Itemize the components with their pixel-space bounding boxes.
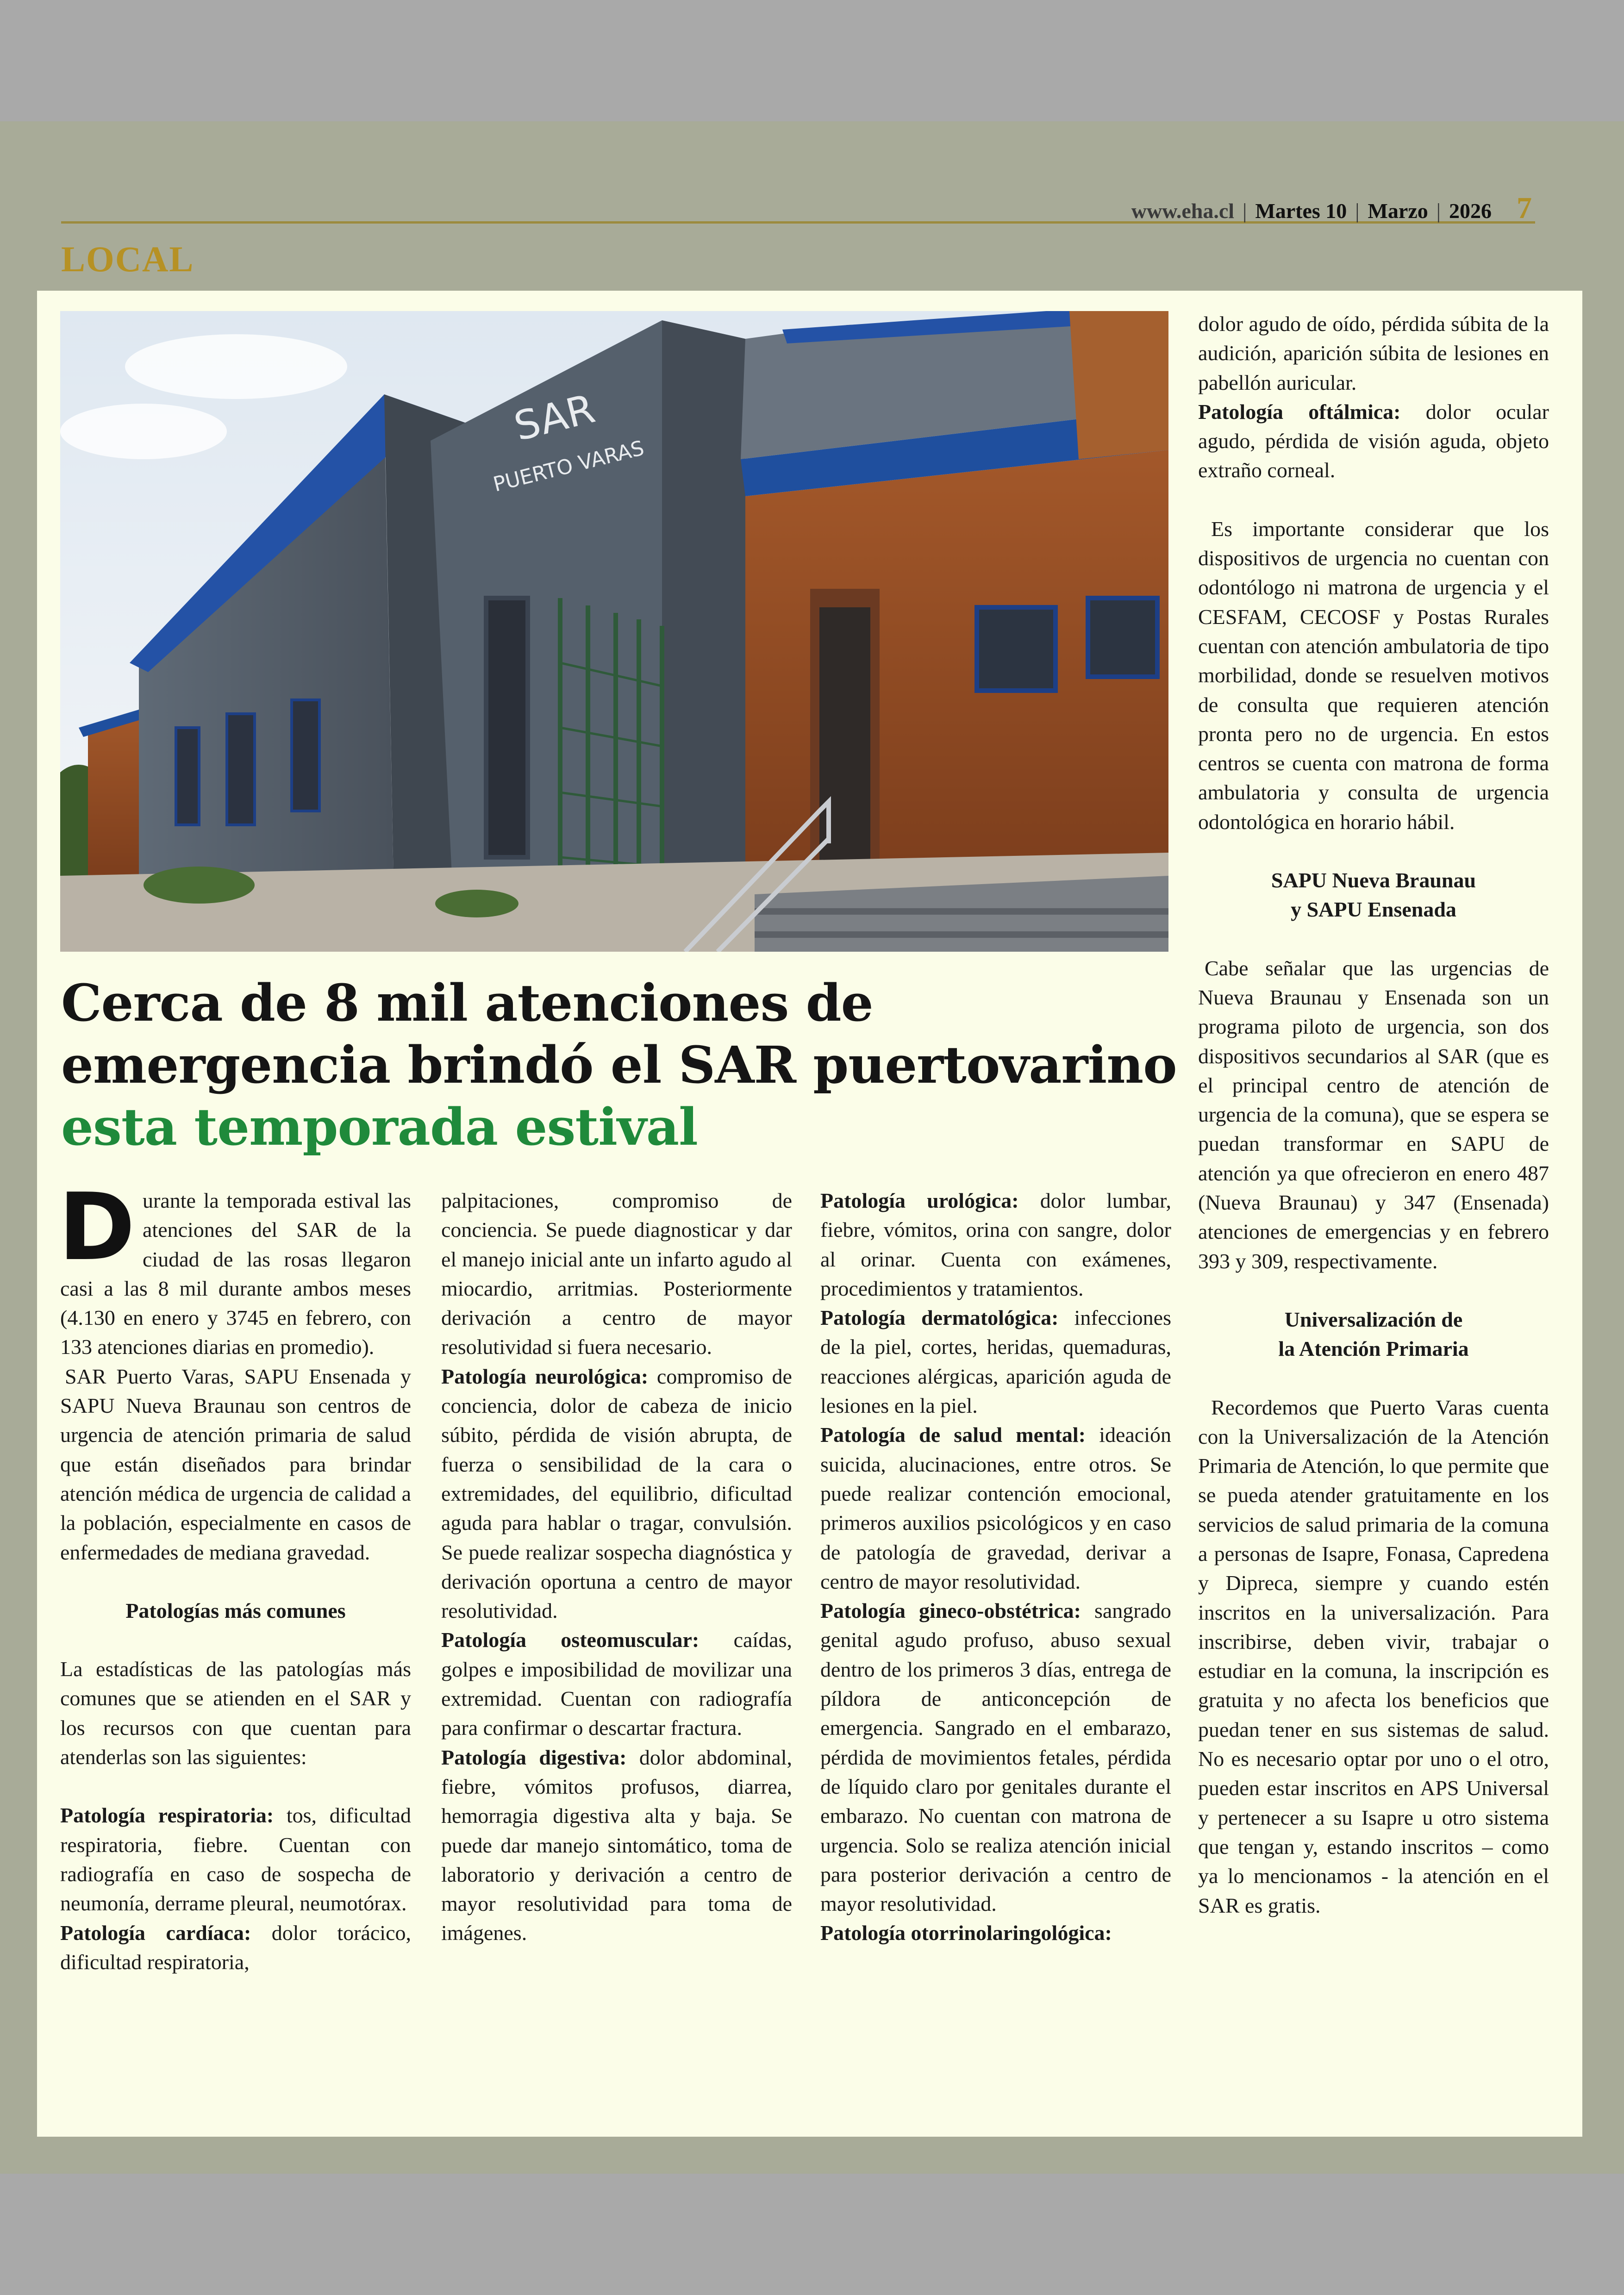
viewer-background-bottom — [0, 2174, 1624, 2295]
paragraph: Recordemos que Puerto Varas cuenta con la Universalización de la Atención Primaria de Atención, lo que permite que se pueda atender gratuitamente en los servicios de salud primaria de la comuna a personas de Isapre, Fonasa, Capredena y Dipreca, siempre y cuando estén inscritos en la universalización. Para inscribirse, deben vivir, trabajar o estudiar en la comuna, la inscripción es gratuita y no afecta los beneficios que puedan tener en sus sistemas de salud. No es necesario optar por uno o el otro, pueden estar inscritos en APS Universal y pertenecer a su Isapre u otro sistema que tengan y, estando inscritos – como ya lo mencionamos - la atención en el SAR es gratis. — [1198, 1395, 1549, 1917]
spacer — [1198, 924, 1549, 954]
pathology-cardiac — [60, 1918, 411, 1977]
pathology-osteomuscular — [441, 1625, 792, 1742]
spacer — [1198, 485, 1549, 514]
pathology-text: tos, dificultad respiratoria, fiebre. Cuentan con radiografía en caso de sospecha de neumonía, derrame pleural, neumotórax. — [60, 1803, 411, 1915]
pathology-text: sangrado genital agudo profuso, abuso sexual dentro de los primeros 3 días, entrega de píldora de anticoncepción de emergencia. Sangrado en el embarazo, pérdida de movimientos fetales, pérdida de líquido claro por genitales durante el embarazo. No cuentan con matrona de urgencia. Solo se realiza atención inicial para posterior derivación a centro de mayor resolutividad. — [820, 1599, 1171, 1916]
article-column-4 — [1198, 309, 1549, 1920]
page-number: 7 — [1517, 191, 1532, 225]
pathology-label: Patología urológica: — [820, 1189, 1019, 1212]
pathology-text: ideación suicida, alucinaciones, entre otros. Se puede realizar contención emocional, primeros auxilios psicológicos y en caso de patología de gravedad, derivar a centro de mayor resolutividad. — [820, 1423, 1171, 1593]
paragraph: La estadísticas de las patologías más comunes que se atienden en el SAR y los recursos con que cuentan para atenderlas son las siguientes: — [60, 1657, 411, 1769]
pathology-label: Patología de salud mental: — [820, 1423, 1086, 1447]
article-column-1 — [58, 1173, 411, 1977]
separator: | — [1355, 199, 1360, 223]
pathology-label: Patología osteomuscular: — [441, 1628, 700, 1652]
subheading-universalization — [1198, 1305, 1549, 1364]
subheading-line: y SAPU Ensenada — [1291, 898, 1456, 922]
drop-cap: D — [58, 1173, 136, 1281]
spacer — [60, 1625, 411, 1654]
pathology-gyneco-obstetric — [820, 1596, 1171, 1918]
pathology-text: infecciones de la piel, cortes, heridas, quemaduras, reacciones alérgicas, aparición aguda de lesiones en la piel. — [820, 1306, 1171, 1418]
spacer — [1198, 1364, 1549, 1393]
spacer — [1198, 836, 1549, 866]
article-column-2 — [441, 1186, 792, 1948]
subheading-line: la Atención Primaria — [1278, 1337, 1469, 1361]
pathology-otorhinolaryngological — [820, 1918, 1171, 1947]
pathology-label: Patología cardíaca: — [60, 1921, 251, 1945]
issue-month: Marzo — [1368, 199, 1428, 223]
pathology-text: dolor torácico, dificultad respiratoria, — [60, 1921, 411, 1974]
pathology-mental-health — [820, 1420, 1171, 1596]
building-sign-subtitle: PUERTO VARAS — [491, 436, 647, 497]
paragraph: Cabe señalar que las urgencias de Nueva Braunau y Ensenada son un programa piloto de urgencia, son dos dispositivos secundarios al SAR (que es el principal centro de atención de urgencia de la comuna), que se espera se puedan transformar en SAPU de atención ya que ofrecieron en enero 487 (Nueva Braunau) y 347 (Ensenada) atenciones de emergencias y en febrero 393 y 309, respectivamente. — [1198, 956, 1549, 1273]
issue-year: 2026 — [1449, 199, 1492, 223]
article-photo — [60, 311, 1168, 952]
pathology-label: Patología neurológica: — [441, 1364, 649, 1388]
pathology-text: dolor lumbar, fiebre, vómitos, orina con sangre, dolor al orinar. Cuenta con exámenes, procedimientos y tratamientos. — [820, 1189, 1171, 1300]
pathology-label: Patología gineco-obstétrica: — [820, 1599, 1081, 1623]
paragraph: Es importante considerar que los dispositivos de urgencia no cuentan con odontólogo ni matrona de urgencia y el CESFAM, CECOSF y Postas Rurales cuentan con atención ambulatoria de tipo morbilidad, donde se resuelven motivos de consulta que requieren atención pronta pero no de urgencia. En estos centros se cuenta con matrona de forma ambulatoria y consulta de urgencia odontológica en horario hábil. — [1198, 517, 1549, 834]
section-label: LOCAL — [61, 239, 194, 279]
pathology-digestive — [441, 1743, 792, 1948]
subheading-sapu — [1198, 866, 1549, 924]
article-headline — [61, 972, 1181, 1158]
subheading-common-pathologies: Patologías más comunes — [125, 1598, 346, 1622]
viewer-background-top — [0, 0, 1624, 121]
headline-main: Cerca de 8 mil atenciones de emergencia brindó el SAR puertovarino — [61, 973, 1177, 1095]
pathology-label: Patología oftálmica: — [1198, 399, 1401, 424]
article-column-3 — [820, 1186, 1171, 1948]
pathology-neurological — [441, 1362, 792, 1626]
pathology-text: dolor abdominal, fiebre, vómitos profusos, diarrea, hemorragia digestiva alta y baja. Se puede dar manejo sintomático, toma de laboratorio y derivación a centro de mayor resolutividad para toma de imágenes. — [441, 1745, 793, 1945]
intro-text: urante la temporada estival las atenciones del SAR de la ciudad de las rosas llegaron casi a las 8 mil durante ambos meses (4.130 en enero y 3745 en febrero, con 133 atenciones diarias en promedio). — [60, 1189, 411, 1359]
separator: | — [1436, 199, 1441, 223]
spacer — [60, 1771, 411, 1801]
pathology-label: Patología digestiva: — [441, 1745, 627, 1769]
subheading-line: Universalización de — [1284, 1307, 1463, 1331]
intro-paragraph — [58, 1173, 411, 1362]
subheading-line: SAPU Nueva Braunau — [1271, 868, 1476, 892]
paragraph: dolor agudo de oído, pérdida súbita de la audición, aparición súbita de lesiones en pabellón auricular. — [1198, 312, 1549, 394]
paragraph: palpitaciones, compromiso de conciencia. Se puede diagnosticar y dar el manejo inicial ante un infarto agudo al miocardio, arritmias. Posteriormente derivación a centro de mayor resolutividad si fuera necesario. — [441, 1189, 792, 1359]
paragraph: SAR Puerto Varas, SAPU Ensenada y SAPU Nueva Braunau son centros de urgencia de atención primaria de salud que están diseñados para brindar atención médica de urgencia de calidad a la población, especialmente en casos de enfermedades de mediana gravedad. — [60, 1364, 411, 1564]
separator: | — [1243, 199, 1247, 223]
spacer — [1198, 1276, 1549, 1305]
issue-day: Martes 10 — [1255, 199, 1347, 223]
pathology-urological — [820, 1186, 1171, 1303]
headline-accent: esta temporada estival — [61, 1097, 698, 1157]
pathology-label: Patología dermatológica: — [820, 1306, 1059, 1330]
pathology-ophthalmic — [1198, 397, 1549, 485]
pathology-text: dolor ocular agudo, pérdida de visión aguda, objeto extraño corneal. — [1198, 399, 1549, 482]
pathology-label: Patología respiratoria: — [60, 1803, 274, 1827]
pathology-text: compromiso de conciencia, dolor de cabeza de inicio súbito, pérdida de visión abrupta, de fuerza o sensibilidad de la cara o extremidades, del equilibrio, dificultad aguda para hablar o tragar, convulsión. Se puede realizar sospecha diagnóstica y derivación oportuna a centro de mayor resolutividad. — [441, 1364, 792, 1623]
pathology-text: caídas, golpes e imposibilidad de movilizar una extremidad. Cuentan con radiografía para confirmar o descartar fractura. — [441, 1628, 792, 1740]
website-url: www.eha.cl — [1131, 199, 1235, 223]
spacer — [60, 1567, 411, 1596]
pathology-label: Patología otorrinolaringológica: — [820, 1921, 1112, 1945]
pathology-respiratory — [60, 1801, 411, 1918]
page-header — [1131, 191, 1532, 226]
pathology-dermatological — [820, 1303, 1171, 1420]
building-sign-title: SAR — [509, 386, 600, 450]
